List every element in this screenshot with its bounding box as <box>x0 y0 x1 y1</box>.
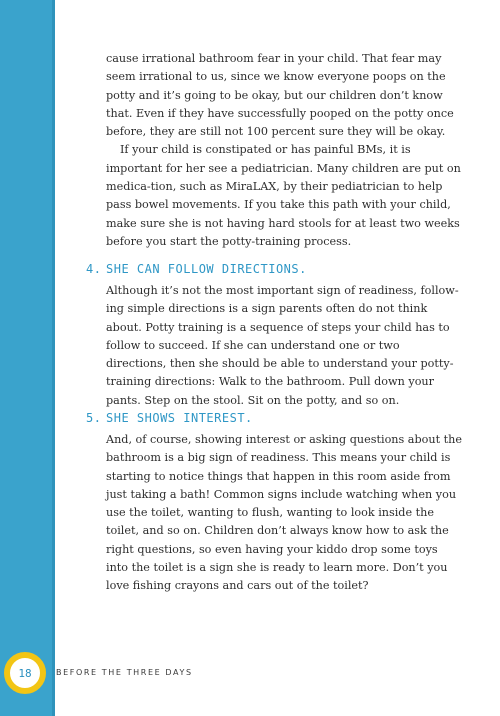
section-5-title: SHE SHOWS INTEREST. <box>106 411 253 425</box>
page-number: 18 <box>18 666 32 680</box>
section-5-heading <box>86 411 462 431</box>
section-4 <box>86 262 462 410</box>
section-4-title: SHE CAN FOLLOW DIRECTIONS. <box>106 262 307 276</box>
section-5-body: And, of course, showing interest or asking questions about the bathroom is a big sign of readiness. This means your child is starting to notice things that happen in this room aside from just taking a bath! Common signs include watching when you use the toilet, wanting to flush, wanting to look inside the toilet, and so on. Children don’t always know how to ask the right questions, so even having your kiddo drop some toys into the toilet is a sign she is ready to learn more. Don’t you love fishing crayons and cars out of the toilet? <box>106 433 462 593</box>
section-4-body: Although it’s not the most important sign of readiness, follow-ing simple directions is a sign parents often do not think about. Potty training is a sequence of steps your child has to follow to succeed. If she can understand one or two directions, then she should be able to understand your potty-training directions: Walk to the bathroom. Pull down your pants. Step on the stool. Sit on the potty, and so on. <box>106 284 459 407</box>
section-5-number: 5. <box>86 411 102 425</box>
section-4-heading <box>86 262 462 282</box>
section-4-number: 4. <box>86 262 102 276</box>
intro-text <box>106 50 462 251</box>
page-number-badge <box>4 652 46 694</box>
side-color-band <box>0 0 55 716</box>
intro-paragraph-2: If your child is constipated or has painful BMs, it is important for her see a pediatrician. Many children are put on medica-tion, such as MiraLAX, by their pediatrician to help pass bowel movements. If you take this path with your child, make sure she is not having hard stools for at least two weeks before you start the potty-training process. <box>106 143 461 248</box>
running-head: BEFORE THE THREE DAYS <box>56 668 193 677</box>
intro-paragraph-1: cause irrational bathroom fear in your child. That fear may seem irrational to us, since we know everyone poops on the potty and it’s going to be okay, but our children don’t know that. Even if they have successfully pooped on the potty once before, they are still not 100 percent sure they will be okay. <box>106 52 454 139</box>
page-footer <box>0 650 500 700</box>
section-5 <box>86 411 462 596</box>
